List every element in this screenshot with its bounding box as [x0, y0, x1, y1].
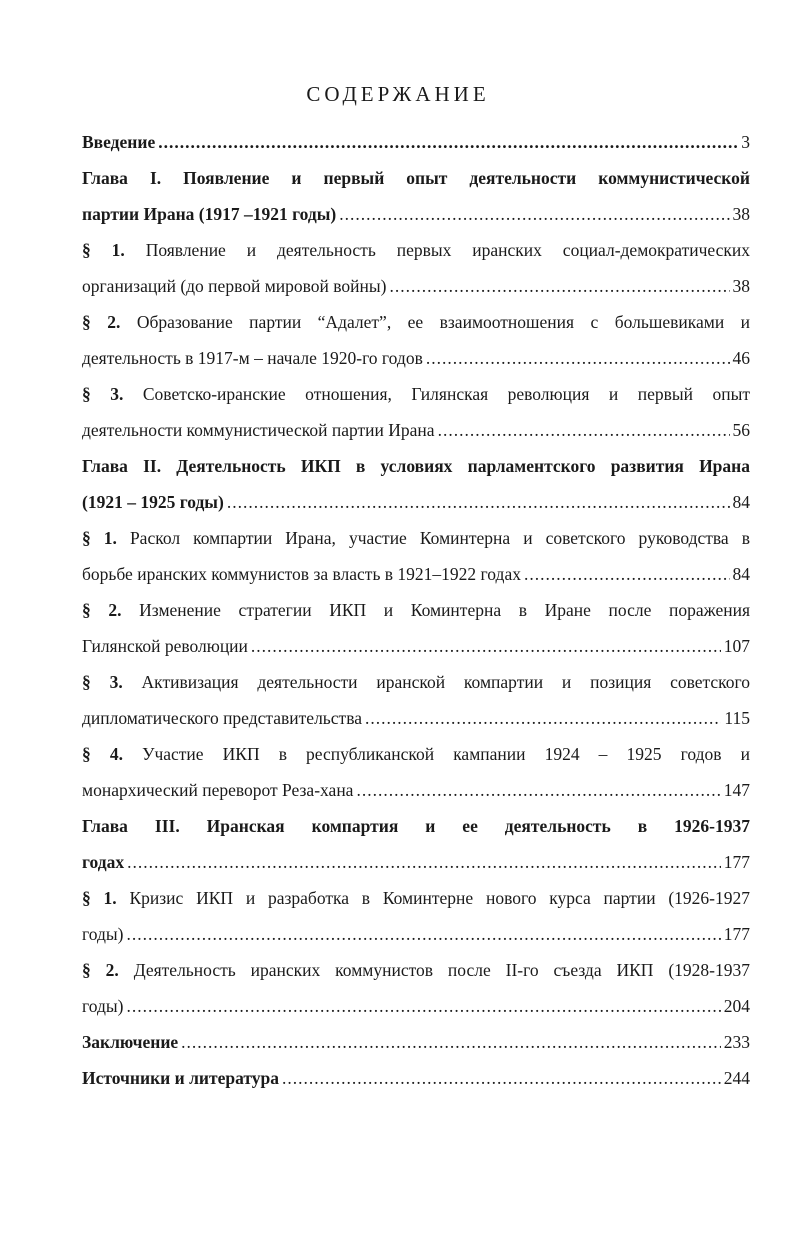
- toc-entry-title: годы): [82, 924, 124, 944]
- toc-page-number: 233: [723, 1032, 750, 1052]
- toc-entry-line: [82, 340, 750, 376]
- toc-entry-line: [82, 880, 750, 916]
- toc-page-number: 115: [724, 708, 750, 728]
- toc-entry-title: Источники и литература: [82, 1068, 279, 1088]
- toc-entry-line: [82, 556, 750, 592]
- toc-entry-title: Деятельность иранских коммунистов после II-го съезда ИКП (1928-1937: [133, 960, 750, 980]
- section-number: § 3.: [82, 384, 124, 404]
- toc-entry-title: борьбе иранских коммунистов за власть в 1921–1922 годах: [82, 564, 521, 584]
- toc-page-number: 204: [723, 996, 750, 1016]
- toc-page-number: 38: [732, 276, 750, 296]
- dot-leader: [365, 700, 721, 736]
- toc-entry-line: [82, 916, 750, 952]
- section-number: § 3.: [82, 672, 123, 692]
- toc-entry-conclusion: [82, 1024, 750, 1060]
- dot-leader: [524, 556, 730, 592]
- dot-leader: [158, 124, 738, 160]
- page-title: СОДЕРЖАНИЕ: [306, 82, 490, 106]
- dot-leader: [227, 484, 730, 520]
- toc-entry-line: [82, 952, 750, 988]
- toc-entry-line: [82, 844, 750, 880]
- toc-entry-ch2-section-4: [82, 736, 750, 808]
- toc-entry-chapter-1: [82, 160, 750, 232]
- toc-entry-title: монархический переворот Реза-хана: [82, 780, 354, 800]
- toc-entry-sources: [82, 1060, 750, 1096]
- toc-entry-title: Заключение: [82, 1032, 179, 1052]
- section-number: § 2.: [82, 960, 119, 980]
- toc-entry-title: Образование партии “Адалет”, ее взаимоотношения с большевиками и: [136, 312, 750, 332]
- toc-entry-title: Советско-иранские отношения, Гилянская революция и первый опыт: [142, 384, 750, 404]
- section-number: § 2.: [82, 312, 121, 332]
- toc-page-number: 244: [723, 1068, 750, 1088]
- dot-leader: [282, 1060, 721, 1096]
- toc-entry-title: Изменение стратегии ИКП и Коминтерна в Иране после поражения: [139, 600, 750, 620]
- toc-entry-ch1-section-1: [82, 232, 750, 304]
- toc-entry-line: [82, 700, 750, 736]
- toc-page-number: 177: [723, 924, 750, 944]
- toc-entry-line: [82, 772, 750, 808]
- section-number: § 4.: [82, 744, 123, 764]
- toc-entry-title: Появление и деятельность первых иранских социал-демократических: [145, 240, 750, 260]
- toc-entry-title: Введение: [82, 132, 156, 152]
- toc-entry-title: (1921 – 1925 годы): [82, 492, 224, 512]
- dot-leader: [426, 340, 730, 376]
- dot-leader: [126, 988, 720, 1024]
- toc-entry-ch2-section-1: [82, 520, 750, 592]
- dot-leader: [127, 844, 721, 880]
- dot-leader: [181, 1024, 721, 1060]
- dot-leader: [339, 196, 729, 232]
- toc-page-number: 56: [732, 420, 750, 440]
- toc-entry-title: дипломатического представительства: [82, 708, 362, 728]
- toc-entry-ch3-section-1: [82, 880, 750, 952]
- toc-entry-line: [82, 520, 750, 556]
- toc-entry-ch1-section-2: [82, 304, 750, 376]
- toc-entry-line: Глава I. Появление и первый опыт деятельности коммунистической: [82, 168, 750, 188]
- toc-page-number: 3: [741, 132, 750, 152]
- toc-entry-title: годы): [82, 996, 124, 1016]
- toc-entry-title: годах: [82, 852, 125, 872]
- dot-leader: [438, 412, 730, 448]
- section-number: § 2.: [82, 600, 122, 620]
- toc-entry-title: Участие ИКП в республиканской кампании 1924 – 1925 годов и: [142, 744, 750, 764]
- toc-entry-title: деятельность в 1917-м – начале 1920-го годов: [82, 348, 423, 368]
- toc-entry-title: организаций (до первой мировой войны): [82, 276, 387, 296]
- toc-page-number: 84: [732, 492, 750, 512]
- toc-entry-line: [82, 232, 750, 268]
- dot-leader: [356, 772, 720, 808]
- toc-entry-line: [82, 484, 750, 520]
- section-number: § 1.: [82, 528, 117, 548]
- toc-entry-line: Глава II. Деятельность ИКП в условиях парламентского развития Ирана: [82, 456, 750, 476]
- toc-entry-title: Активизация деятельности иранской компартии и позиция советского: [141, 672, 750, 692]
- toc-entry-line: [82, 412, 750, 448]
- toc-entry-line: [82, 592, 750, 628]
- toc-entry-line: Глава III. Иранская компартия и ее деятельность в 1926-1937: [82, 816, 750, 836]
- toc-entry-title: Кризис ИКП и разработка в Коминтерне нового курса партии (1926-1927: [129, 888, 750, 908]
- toc-entry-ch2-section-2: [82, 592, 750, 664]
- toc-entry-line: [82, 304, 750, 340]
- toc-page-number: 147: [723, 780, 750, 800]
- toc-entry-title: партии Ирана (1917 –1921 годы): [82, 204, 337, 224]
- table-of-contents: [82, 124, 750, 1096]
- toc-entry-line: [82, 664, 750, 700]
- toc-entry-line: [82, 196, 750, 232]
- toc-entry-title: Раскол компартии Ирана, участие Коминтерна и советского руководства в: [129, 528, 750, 548]
- toc-page-number: 84: [732, 564, 750, 584]
- section-number: § 1.: [82, 240, 125, 260]
- toc-entry-line: [82, 376, 750, 412]
- toc-entry-line: [82, 268, 750, 304]
- toc-page-number: 177: [723, 852, 750, 872]
- toc-page-number: 107: [723, 636, 750, 656]
- dot-leader: [126, 916, 720, 952]
- toc-entry-ch2-section-3: [82, 664, 750, 736]
- toc-page-number: 38: [732, 204, 750, 224]
- toc-entry-ch3-section-2: [82, 952, 750, 1024]
- toc-entry-introduction: [82, 124, 750, 160]
- toc-entry-chapter-2: [82, 448, 750, 520]
- toc-entry-title: деятельности коммунистической партии Ирана: [82, 420, 435, 440]
- dot-leader: [389, 268, 729, 304]
- toc-entry-line: [82, 988, 750, 1024]
- toc-entry-ch1-section-3: [82, 376, 750, 448]
- toc-entry-chapter-3: [82, 808, 750, 880]
- toc-entry-title: Гилянской революции: [82, 636, 248, 656]
- dot-leader: [251, 628, 721, 664]
- section-number: § 1.: [82, 888, 117, 908]
- toc-entry-line: [82, 736, 750, 772]
- toc-page-number: 46: [732, 348, 750, 368]
- toc-entry-line: [82, 628, 750, 664]
